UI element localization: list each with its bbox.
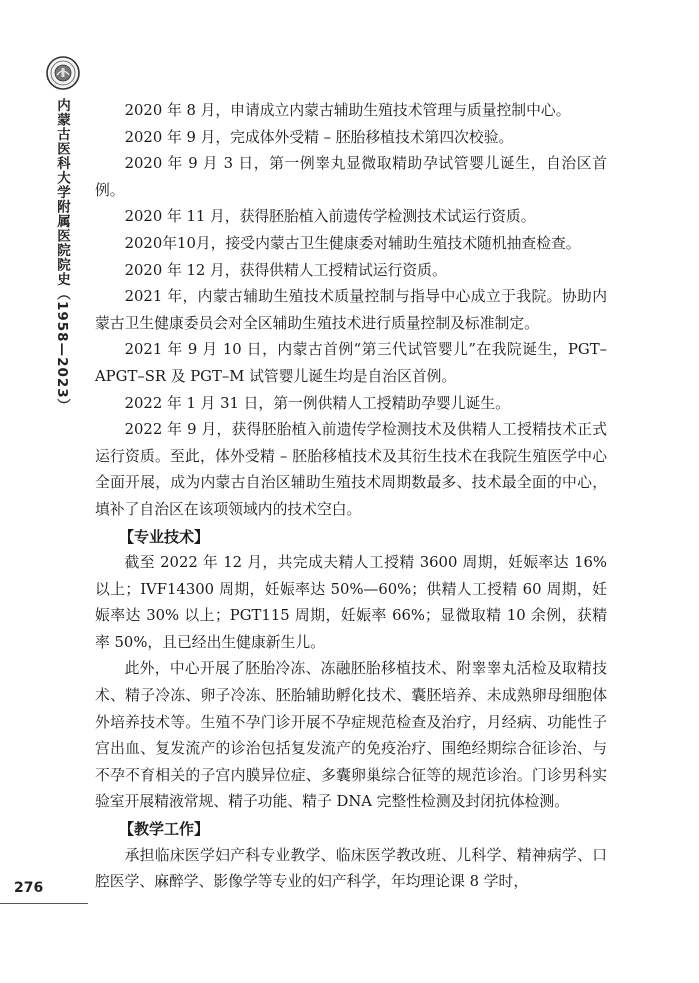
university-seal-icon <box>46 56 80 90</box>
paragraph: 2020年10月，接受内蒙古卫生健康委对辅助生殖技术随机抽查检查。 <box>124 234 581 252</box>
section-heading-professional: 【专业技术】 <box>119 527 210 546</box>
paragraph: 承担临床医学妇产科专业教学、临床医学教改班、儿科学、精神病学、口腔医学、麻醉学、影像学等专业的妇产科学，年均理论课 8 学时， <box>95 846 607 891</box>
section-heading-teaching: 【教学工作】 <box>119 820 210 839</box>
paragraph: 2022 年 1 月 31 日，第一例供精人工授精助孕婴儿诞生。 <box>124 394 510 412</box>
paragraph: 2020 年 9 月，完成体外受精 – 胚胎移植技术第四次校验。 <box>124 128 514 146</box>
paragraph: 2020 年 12 月，获得供精人工授精试运行资质。 <box>124 261 447 279</box>
paragraph: 截至 2022 年 12 月，共完成夫精人工授精 3600 周期，妊娠率达 16% 以上；IVF14300 周期，妊娠率达 50%—60%；供精人工授精 60 周期，妊娠率达 30% 以上；PGT115 周期，妊娠率 66%；显微取精 10 余例，获精率 50%，且已经出生健康新生儿。 <box>95 554 607 651</box>
paragraph: 2020 年 11 月，获得胚胎植入前遗传学检测技术试运行资质。 <box>124 208 536 226</box>
paragraph: 2022 年 9 月，获得胚胎植入前遗传学检测技术及供精人工授精技术正式运行资质。至此，体外受精 – 胚胎移植技术及其衍生技术在我院生殖医学中心全面开展，成为内蒙古自治区辅助生殖技术周期数最多、技术最全面的中心，填补了自治区在该项领域内的技术空白。 <box>95 421 607 518</box>
page-number: 276 <box>14 880 44 896</box>
paragraph: 2021 年，内蒙古辅助生殖技术质量控制与指导中心成立于我院。协助内蒙古卫生健康委员会对全区辅助生殖技术进行质量控制及标准制定。 <box>95 288 607 332</box>
paragraph: 2020 年 8 月，申请成立内蒙古辅助生殖技术管理与质量控制中心。 <box>124 102 571 119</box>
paragraph: 2020 年 9 月 3 日，第一例睾丸显微取精助孕试管婴儿诞生，自治区首例。 <box>95 155 607 199</box>
paragraph: 此外，中心开展了胚胎冷冻、冻融胚胎移植技术、附睾睾丸活检及取精技术、精子冷冻、卵子冷冻、胚胎辅助孵化技术、囊胚培养、未成熟卵母细胞体外培养技术等。生殖不孕门诊开展不孕症规范检查及治疗，月经病、功能性子宫出血、复发流产的诊治包括复发流产的免疫治疗、围绝经期综合征诊治、与不孕不育相关的子宫内膜异位症、多囊卵巢综合征等的规范诊治。门诊男科实验室开展精液常规、精子功能、精子 DNA 完整性检测及封闭抗体检测。 <box>95 660 607 811</box>
page-content <box>95 98 607 896</box>
book-title-vertical: 内蒙古医科大学附属医院院史（1958—2023） <box>54 98 70 414</box>
page-number-rule <box>0 903 88 904</box>
paragraph: 2021 年 9 月 10 日，内蒙古首例“第三代试管婴儿”在我院诞生，PGT–APGT–SR 及 PGT–M 试管婴儿诞生均是自治区首例。 <box>95 341 607 385</box>
